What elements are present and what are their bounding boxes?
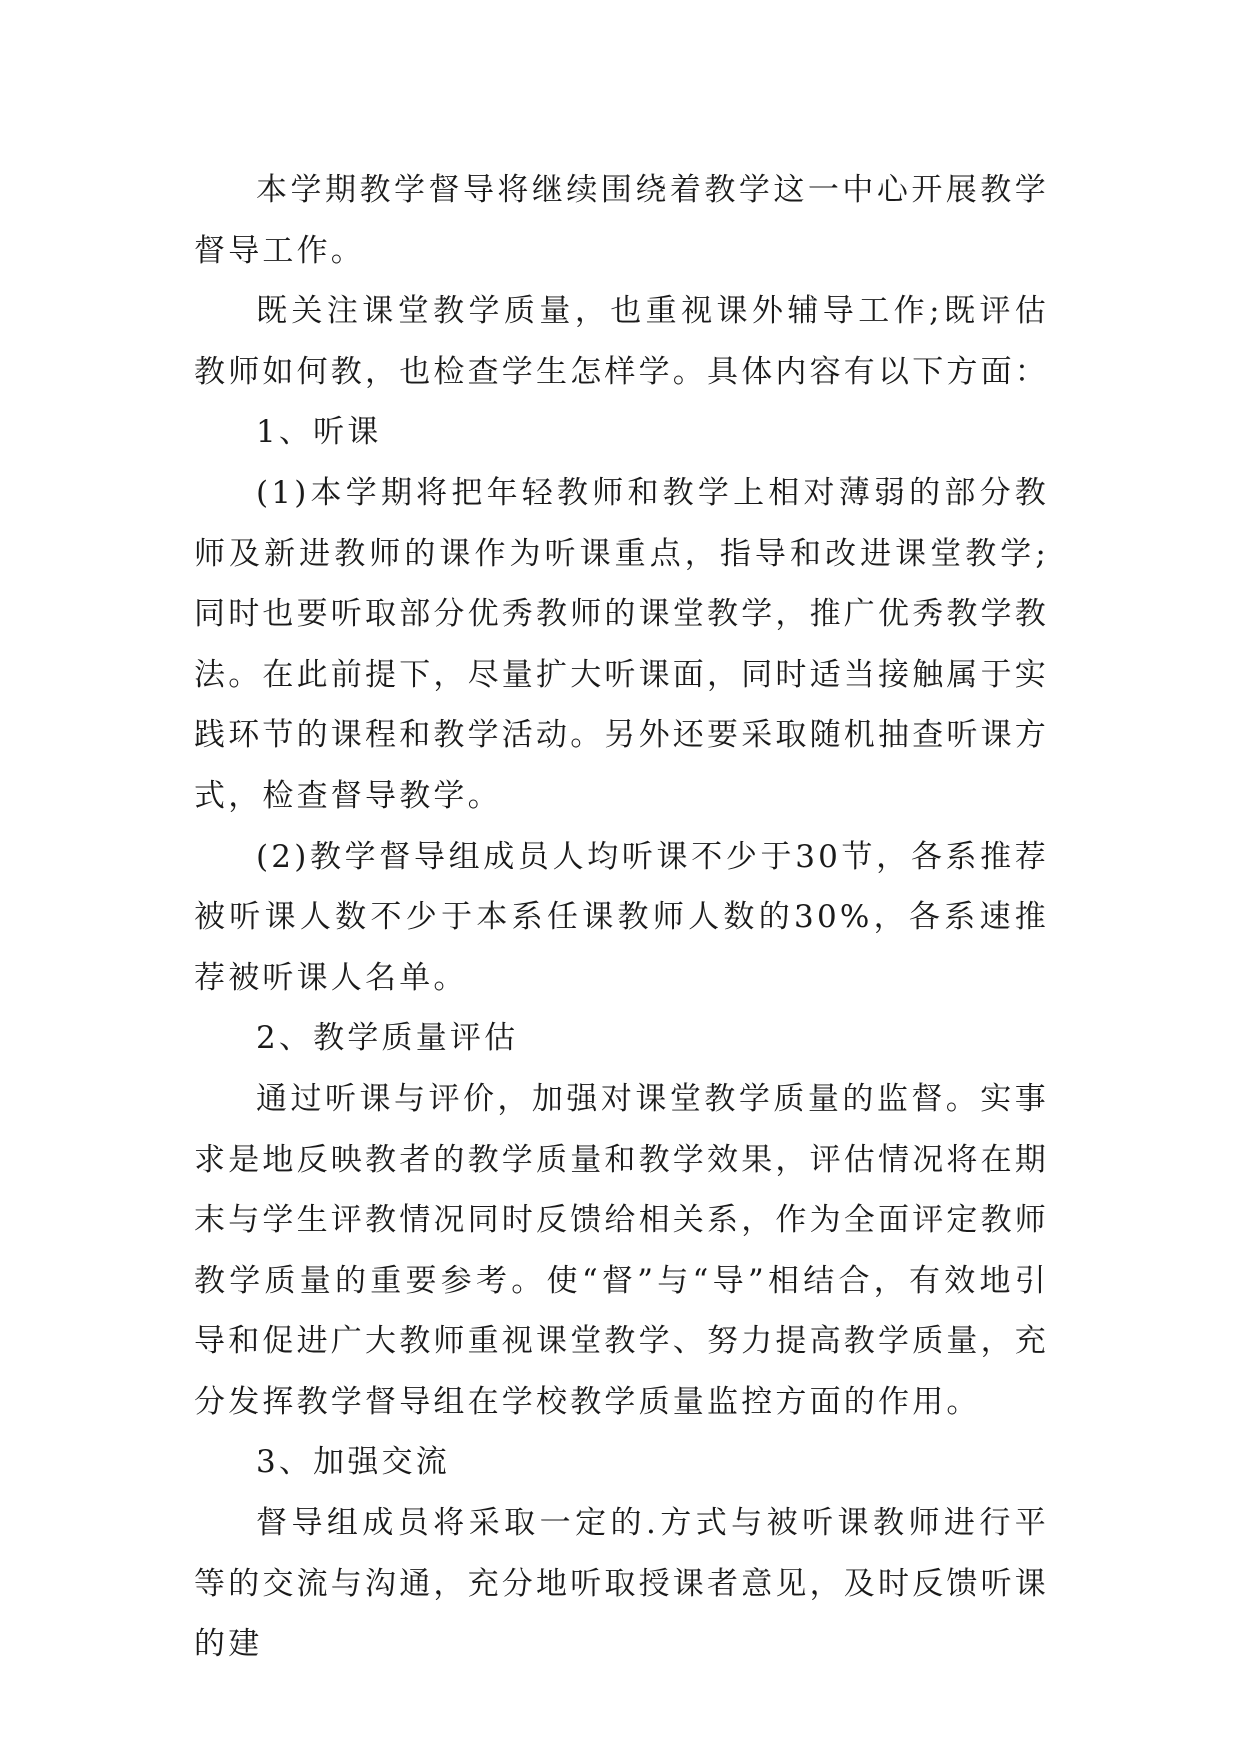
- paragraph-communication: 督导组成员将采取一定的.方式与被听课教师进行平等的交流与沟通，充分地听取授课者意见，及时反馈听课的建: [194, 1505, 1049, 1663]
- heading-communication: 3、加强交流: [256, 1444, 450, 1481]
- paragraph-intro: 本学期教学督导将继续围绕着教学这一中心开展教学督导工作。: [194, 172, 1049, 269]
- paragraph-focus: 既关注课堂教学质量，也重视课外辅导工作;既评估教师如何教，也检查学生怎样学。具体内容有以下方面：: [194, 293, 1049, 390]
- heading-lesson-observation: 1、听课: [256, 414, 382, 451]
- paragraph-quality-evaluation: 通过听课与评价，加强对课堂教学质量的监督。实事求是地反映教者的教学质量和教学效果，评估情况将在期末与学生评教情况同时反馈给相关系，作为全面评定教师教学质量的重要参考。使“督”与“导”相结合，有效地引导和促进广大教师重视课堂教学、努力提高教学质量，充分发挥教学督导组在学校教学质量监控方面的作用。: [194, 1080, 1049, 1420]
- heading-quality-evaluation: 2、教学质量评估: [256, 1020, 519, 1057]
- paragraph-observation-2: (2)教学督导组成员人均听课不少于30节，各系推荐被听课人数不少于本系任课教师人数的30%，各系速推荐被听课人名单。: [194, 838, 1049, 996]
- paragraph-observation-1: (1)本学期将把年轻教师和教学上相对薄弱的部分教师及新进教师的课作为听课重点，指导和改进课堂教学;同时也要听取部分优秀教师的课堂教学，推广优秀教学教法。在此前提下，尽量扩大听课面，同时适当接触属于实践环节的课程和教学活动。另外还要采取随机抽查听课方式，检查督导教学。: [194, 474, 1049, 814]
- document-body: [194, 160, 1049, 1675]
